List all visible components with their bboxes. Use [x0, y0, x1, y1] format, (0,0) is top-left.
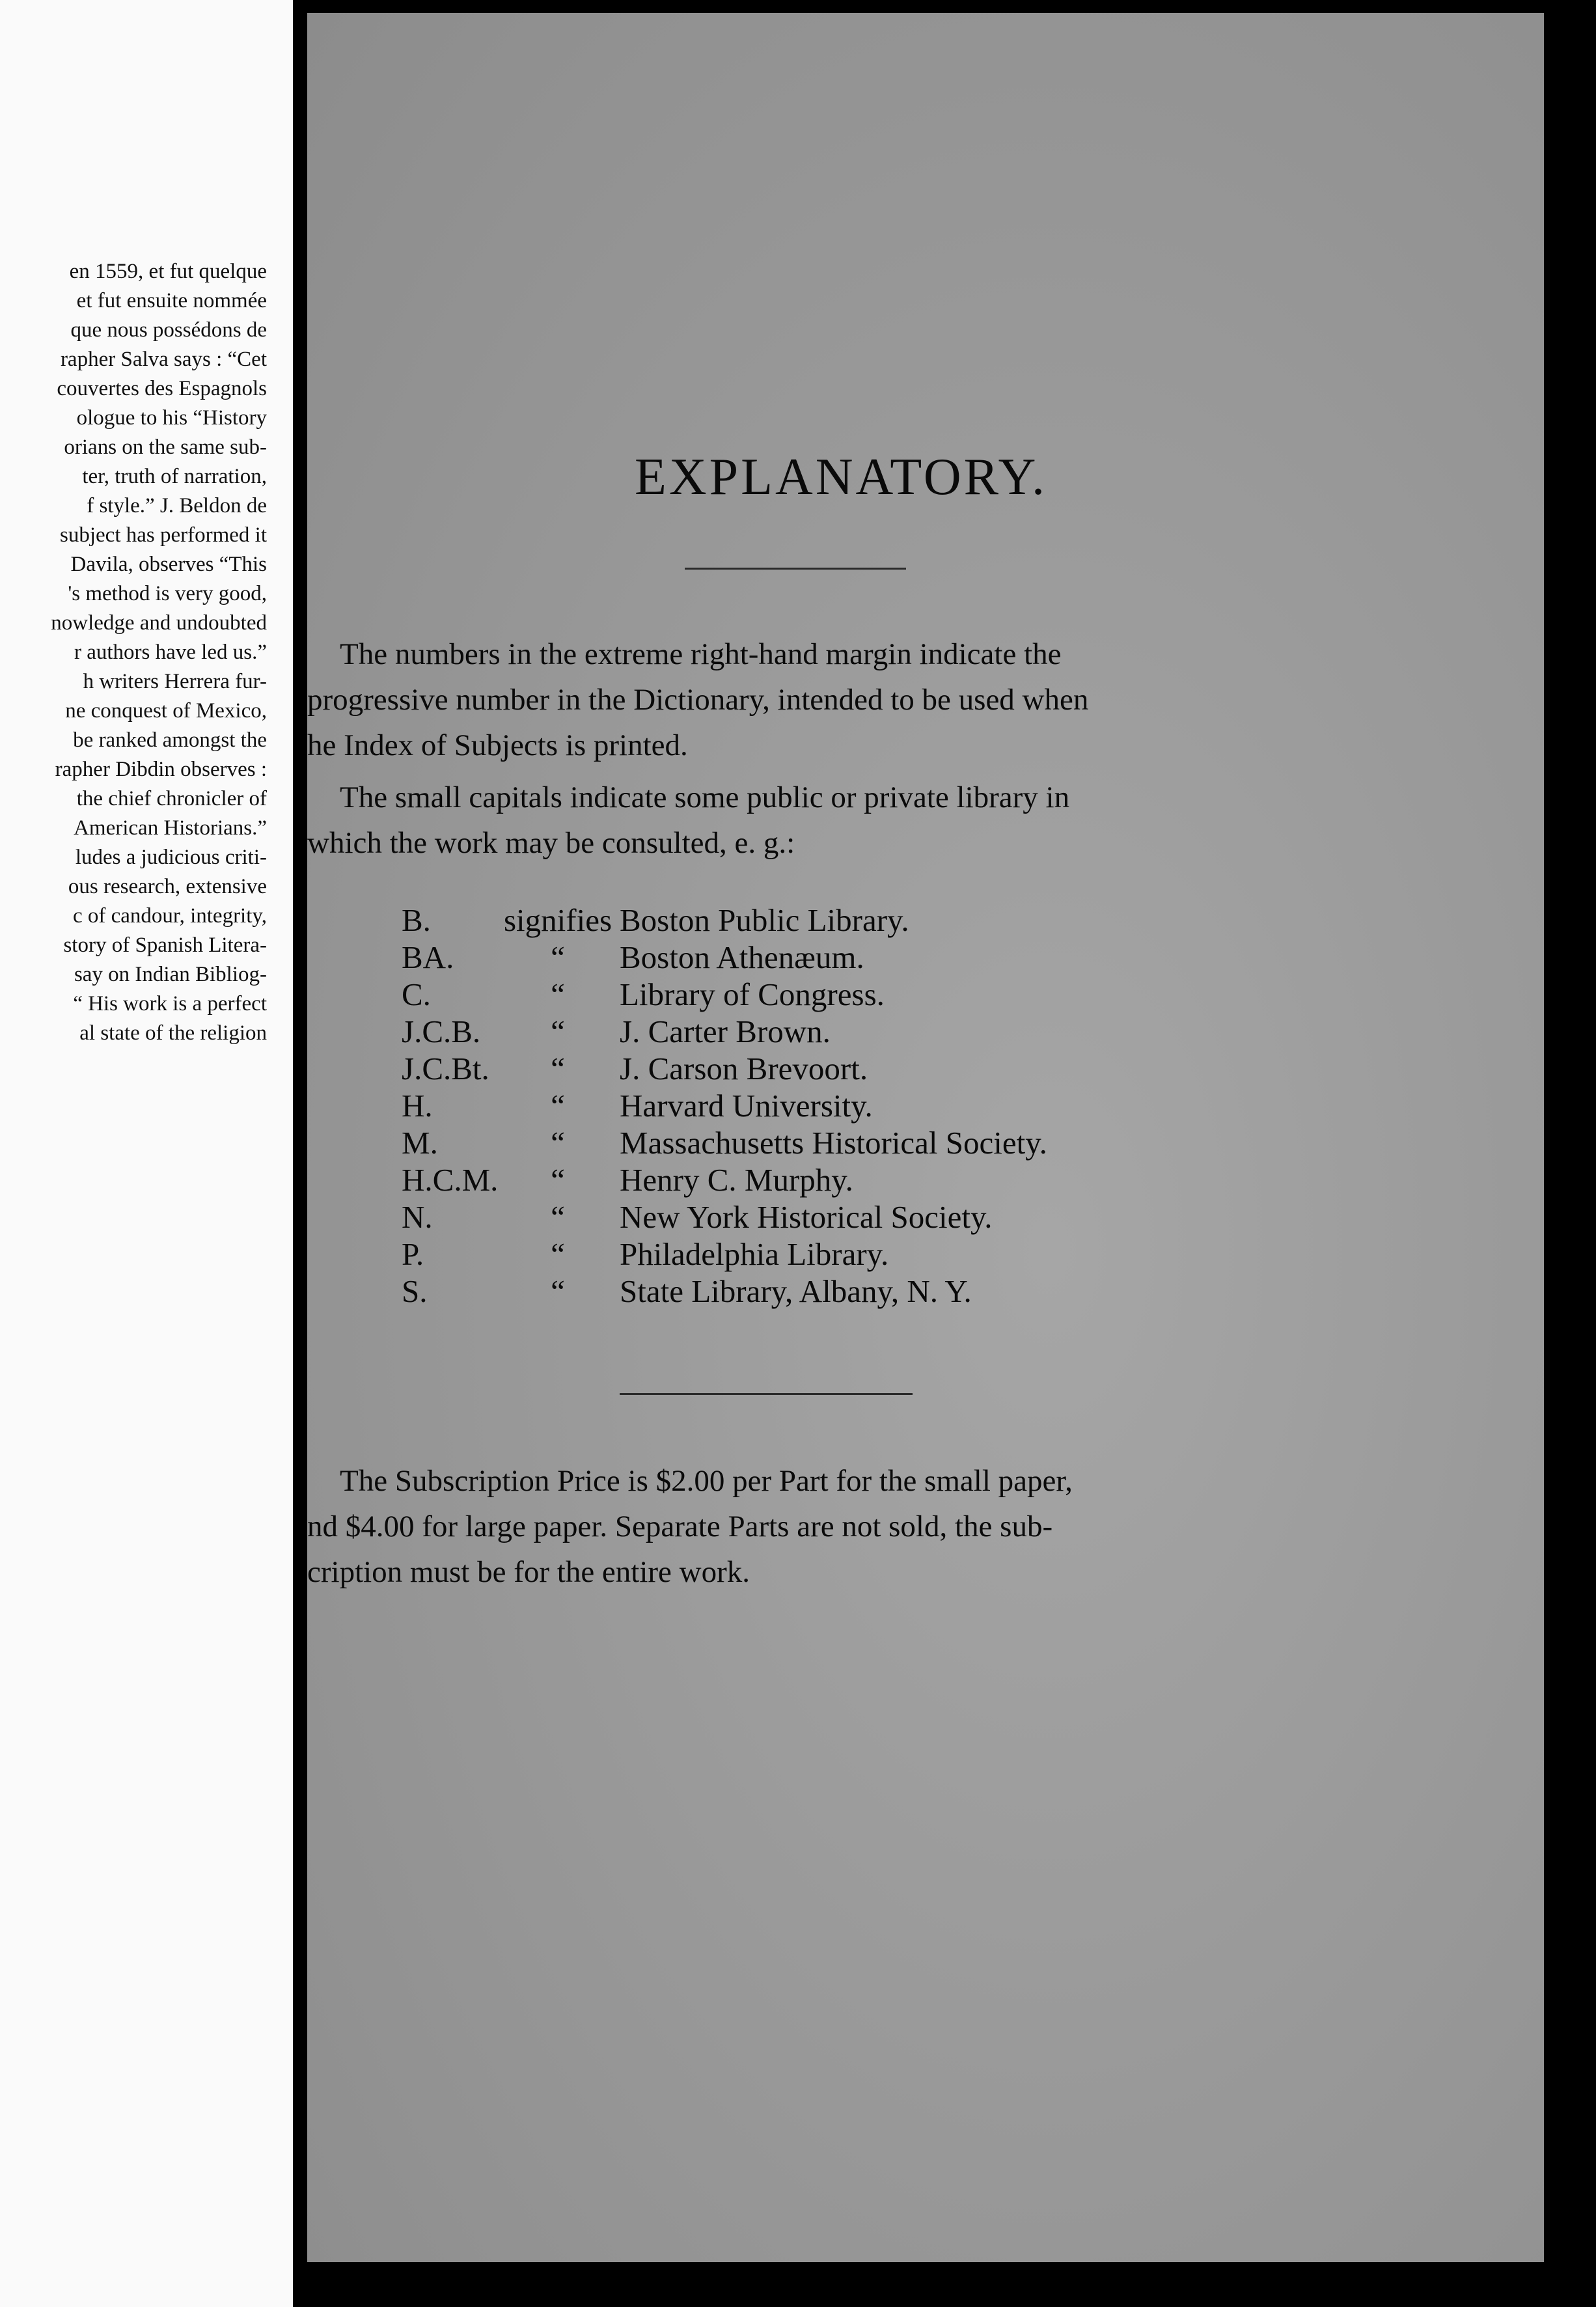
ditto-mark: “ [551, 1199, 565, 1235]
left-line: ous research, extensive [68, 875, 267, 898]
left-line: rapher Dibdin observes : [55, 758, 267, 781]
left-line: rapher Salva says : “Cet [60, 348, 267, 371]
library-name: Library of Congress. [620, 976, 885, 1012]
left-line: be ranked amongst the [73, 728, 267, 752]
left-line: “ His work is a perfect [73, 992, 267, 1015]
library-abbreviation: P. [402, 1236, 424, 1272]
library-name: J. Carson Brevoort. [620, 1051, 868, 1086]
page-gutter [293, 0, 307, 2307]
left-line: que nous possédons de [70, 318, 267, 342]
library-name: J. Carter Brown. [620, 1014, 831, 1049]
paragraph-line: The numbers in the extreme right-hand margin indicate the [340, 637, 1062, 671]
library-abbreviation: H.C.M. [402, 1162, 499, 1198]
subscription-paragraph [307, 1458, 1323, 1595]
library-name: State Library, Albany, N. Y. [620, 1273, 972, 1309]
left-line: h writers Herrera fur- [83, 670, 267, 693]
library-row [402, 1013, 1047, 1050]
left-line: ne conquest of Mexico, [65, 699, 267, 723]
library-abbreviation: H. [402, 1088, 433, 1124]
left-line: f style.” J. Beldon de [87, 494, 267, 518]
library-row [402, 1050, 1047, 1087]
library-row [402, 1236, 1047, 1273]
library-abbreviation: BA. [402, 939, 454, 975]
library-row [402, 976, 1047, 1013]
library-row [402, 1161, 1047, 1198]
ditto-mark: “ [551, 939, 565, 975]
numbers-paragraph [307, 631, 1323, 768]
ditto-mark: “ [551, 1088, 565, 1124]
left-line: en 1559, et fut quelque [69, 260, 267, 283]
left-line: nowledge and undoubted [51, 611, 267, 635]
ditto-mark: “ [551, 1236, 565, 1272]
library-row [402, 939, 1047, 976]
ditto-mark: “ [551, 1014, 565, 1049]
paragraph-line: cription must be for the entire work. [307, 1555, 750, 1589]
ditto-mark: “ [551, 1162, 565, 1198]
library-abbreviation: J.C.B. [402, 1014, 481, 1049]
library-row [402, 902, 1047, 939]
library-list [402, 902, 1047, 1310]
library-name: Harvard University. [620, 1088, 873, 1124]
left-line: ologue to his “History [76, 406, 267, 430]
left-line: al state of the religion [79, 1021, 267, 1045]
paragraph-line: nd $4.00 for large paper. Separate Parts are not sold, the sub- [307, 1510, 1053, 1543]
left-line: subject has performed it [60, 523, 267, 547]
left-line: c of candour, integrity, [72, 904, 267, 928]
left-line: American Historians.” [74, 816, 267, 840]
left-line: 's method is very good, [68, 582, 267, 605]
paragraph-line: The Subscription Price is $2.00 per Part for the small paper, [340, 1464, 1073, 1498]
left-line: Davila, observes “This [70, 553, 267, 576]
left-line: r authors have led us.” [74, 641, 267, 664]
left-line: ludes a judicious criti- [75, 846, 267, 869]
explanatory-page [307, 13, 1544, 2262]
ditto-mark: “ [551, 1273, 565, 1309]
left-line: the chief chronicler of [76, 787, 267, 810]
library-name: Henry C. Murphy. [620, 1162, 853, 1198]
left-line: say on Indian Bibliog- [74, 963, 267, 986]
paragraph-line: which the work may be consulted, e. g.: [307, 826, 795, 860]
library-abbreviation: N. [402, 1199, 433, 1235]
ditto-mark: “ [551, 1125, 565, 1161]
library-row [402, 1124, 1047, 1161]
library-name: Philadelphia Library. [620, 1236, 889, 1272]
page-title: EXPLANATORY. [634, 449, 1048, 506]
library-name: Boston Public Library. [620, 902, 909, 938]
library-row [402, 1198, 1047, 1236]
divider-rule [620, 1393, 913, 1395]
left-page [0, 0, 293, 2307]
library-row [402, 1087, 1047, 1124]
ditto-mark: “ [551, 976, 565, 1012]
library-abbreviation: J.C.Bt. [402, 1051, 489, 1086]
library-abbreviation: M. [402, 1125, 438, 1161]
capitals-paragraph [307, 775, 1323, 866]
paragraph-line: he Index of Subjects is printed. [307, 728, 688, 762]
divider-rule [685, 568, 906, 570]
library-row [402, 1273, 1047, 1310]
left-line: ter, truth of narration, [82, 465, 267, 488]
library-abbreviation: B. [402, 902, 431, 938]
library-name: Boston Athenæum. [620, 939, 864, 975]
left-line: et fut ensuite nommée [76, 289, 267, 312]
left-line: couvertes des Espagnols [57, 377, 267, 400]
paragraph-line: progressive number in the Dictionary, intended to be used when [307, 683, 1089, 717]
left-line: orians on the same sub- [64, 435, 267, 459]
left-line: story of Spanish Litera- [63, 933, 267, 957]
library-abbreviation: S. [402, 1273, 428, 1309]
signifies-label: signifies [503, 902, 612, 938]
library-name: New York Historical Society. [620, 1199, 993, 1235]
ditto-mark: “ [551, 1051, 565, 1086]
left-page-text [0, 257, 267, 1048]
library-name: Massachusetts Historical Society. [620, 1125, 1047, 1161]
library-abbreviation: C. [402, 976, 431, 1012]
paragraph-line: The small capitals indicate some public or private library in [340, 781, 1070, 814]
